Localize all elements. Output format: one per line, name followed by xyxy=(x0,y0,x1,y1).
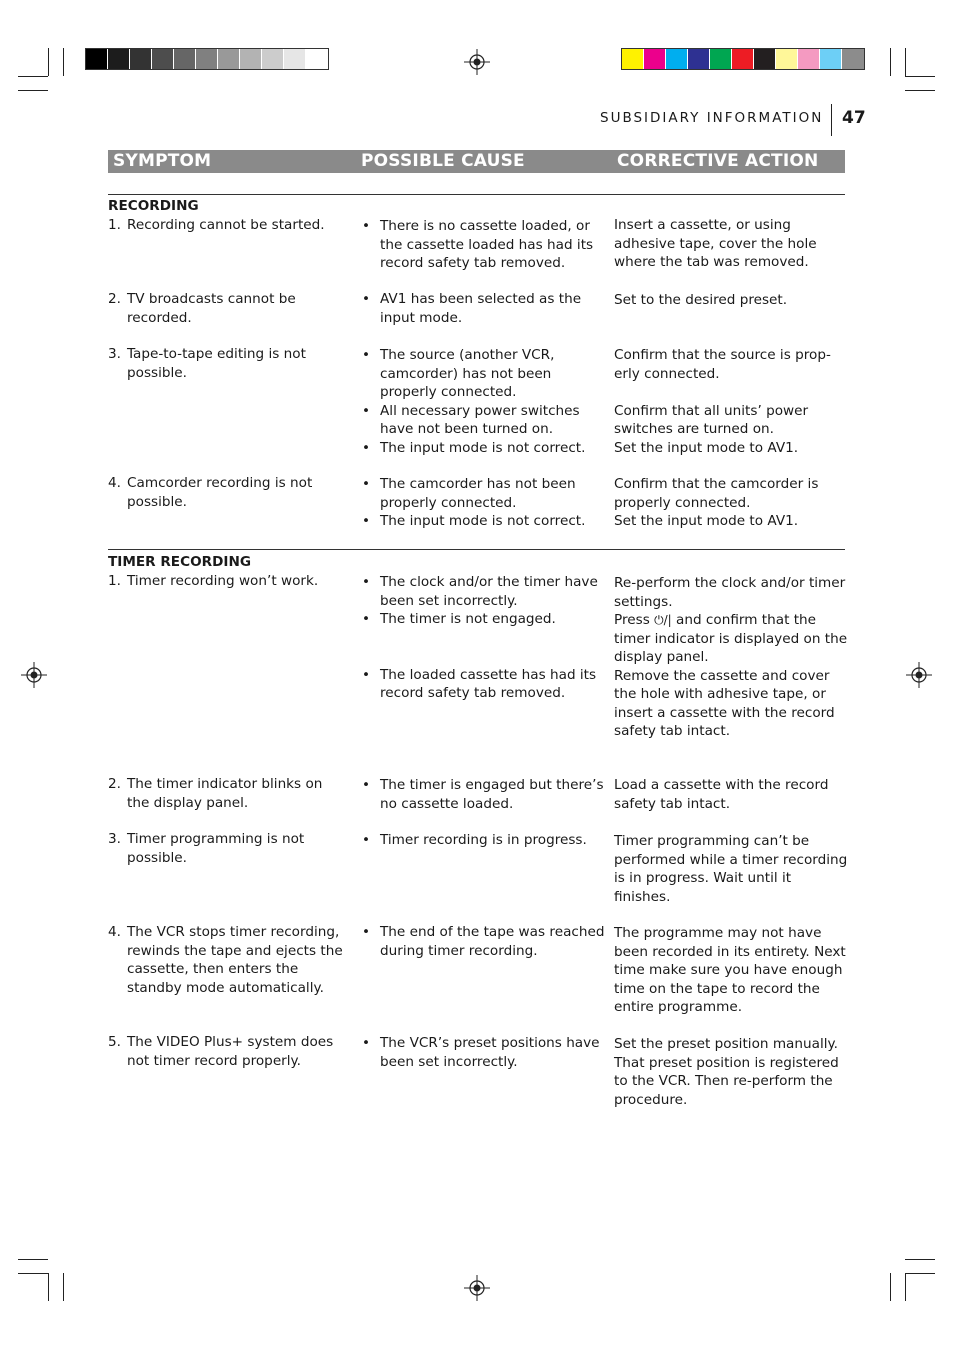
action-item xyxy=(614,611,849,667)
cause-cell xyxy=(362,923,607,960)
action-item: Load a cassette with the record safety tab intact. xyxy=(614,777,829,812)
crop-mark-bottom-right-h2 xyxy=(905,1259,935,1260)
gray-swatch xyxy=(218,49,240,69)
symptom-text: Camcorder recording is not possible. xyxy=(127,475,313,510)
action-item: Set to the desired preset. xyxy=(614,292,788,308)
gray-swatch xyxy=(108,49,130,69)
action-text-confirm: and confirm that the timer indicator is displayed on the display panel. xyxy=(614,612,848,665)
column-header-bar xyxy=(108,150,845,173)
symptom-text: Recording cannot be started. xyxy=(127,217,325,233)
symptom-text: Tape-to-tape editing is not possible. xyxy=(127,346,306,381)
symptom-cell xyxy=(108,1033,348,1070)
column-header-action: CORRECTIVE ACTION xyxy=(617,151,819,171)
gray-swatch xyxy=(240,49,262,69)
color-swatch xyxy=(820,49,842,69)
crop-mark-bottom-left-v xyxy=(48,1273,49,1301)
action-cell xyxy=(614,346,849,457)
cause-item: • The input mode is not correct. xyxy=(362,439,607,458)
section-rule xyxy=(108,194,845,195)
action-cell xyxy=(614,475,849,531)
cause-item: • The loaded cassette has had its record safety tab removed. xyxy=(362,666,607,703)
column-header-symptom: SYMPTOM xyxy=(113,151,212,171)
cause-item: • The end of the tape was reached during timer recording. xyxy=(362,923,607,960)
crop-mark-top-left-h2 xyxy=(18,90,48,91)
symptom-cell xyxy=(108,290,348,327)
symptom-cell xyxy=(108,923,348,997)
crop-mark-bottom-left-v2 xyxy=(63,1273,64,1301)
row-number: 2. xyxy=(108,776,121,792)
row-number: 4. xyxy=(108,924,121,940)
grayscale-calibration-bar xyxy=(85,48,329,70)
symptom-text: TV broadcasts cannot be recorded. xyxy=(127,291,296,326)
cause-cell xyxy=(362,1034,607,1071)
header-divider xyxy=(831,104,832,136)
symptom-cell xyxy=(108,572,348,591)
crop-mark-top-left-h xyxy=(18,76,48,77)
gray-swatch xyxy=(86,49,108,69)
symptom-text: The timer indicator blinks on the display panel. xyxy=(127,776,323,811)
section-rule xyxy=(108,549,845,550)
registration-target-icon xyxy=(464,49,490,75)
crop-mark-top-right-v xyxy=(905,48,906,76)
color-swatch xyxy=(666,49,688,69)
crop-mark-top-right-v2 xyxy=(890,48,891,76)
action-cell xyxy=(614,291,849,310)
color-swatch xyxy=(688,49,710,69)
row-number: 2. xyxy=(108,291,121,307)
cause-item: • Timer recording is in progress. xyxy=(362,831,607,850)
crop-mark-bottom-right-v2 xyxy=(890,1273,891,1301)
action-item: Set the input mode to AV1. xyxy=(614,439,799,456)
symptom-cell xyxy=(108,474,348,511)
crop-mark-top-left-v2 xyxy=(63,48,64,76)
action-item: Timer programming can’t be performed while a timer recording is in progress. Wait until it finishes. xyxy=(614,833,848,905)
action-item: Remove the cassette and cover the hole with adhesive tape, or insert a cassette with the record safety tab intact. xyxy=(614,667,835,739)
cause-item: • The timer is not engaged. xyxy=(362,610,607,629)
row-number: 5. xyxy=(108,1034,121,1050)
cause-item: • The camcorder has not been properly connected. xyxy=(362,475,607,512)
action-item: Set the input mode to AV1. xyxy=(614,513,799,529)
row-number: 1. xyxy=(108,217,121,233)
registration-target-icon xyxy=(21,662,47,688)
color-swatch xyxy=(622,49,644,69)
section-heading-timer-recording: TIMER RECORDING xyxy=(108,554,251,570)
symptom-cell xyxy=(108,830,348,867)
cause-cell xyxy=(362,217,607,273)
cause-item: • There is no cassette loaded, or the cassette loaded has had its record safety tab removed. xyxy=(362,217,607,273)
gray-swatch xyxy=(196,49,218,69)
row-number: 3. xyxy=(108,346,121,362)
color-swatch xyxy=(732,49,754,69)
color-swatch xyxy=(842,49,864,69)
cause-cell xyxy=(362,573,607,703)
section-title: SUBSIDIARY INFORMATION xyxy=(600,110,824,126)
crop-mark-bottom-right-v xyxy=(905,1273,906,1301)
cause-item: • The input mode is not correct. xyxy=(362,512,607,531)
cause-item: • All necessary power switches have not been turned on. xyxy=(362,402,607,439)
row-number: 3. xyxy=(108,831,121,847)
cause-item: • The clock and/or the timer have been set incorrectly. xyxy=(362,573,607,610)
crop-mark-bottom-right-h xyxy=(905,1273,935,1274)
gray-swatch xyxy=(174,49,196,69)
cause-cell xyxy=(362,475,607,531)
crop-mark-bottom-left-h2 xyxy=(18,1259,48,1260)
cause-cell xyxy=(362,290,607,327)
action-item: Insert a cassette, or using adhesive tape, cover the hole where the tab was removed. xyxy=(614,217,817,270)
action-item: Set the preset position manually. That preset position is registered to the VCR. Then re-perform the procedure. xyxy=(614,1036,839,1108)
symptom-text: Timer recording won’t work. xyxy=(127,573,319,589)
registration-target-icon xyxy=(464,1275,490,1301)
color-swatch xyxy=(754,49,776,69)
cause-cell xyxy=(362,776,607,813)
color-swatch xyxy=(776,49,798,69)
color-swatch xyxy=(710,49,732,69)
action-cell xyxy=(614,574,849,741)
action-cell xyxy=(614,776,849,813)
color-swatch xyxy=(798,49,820,69)
gray-swatch xyxy=(262,49,284,69)
symptom-text: The VIDEO Plus+ system does not timer record properly. xyxy=(127,1034,334,1069)
action-cell xyxy=(614,924,849,1017)
gray-swatch xyxy=(306,49,328,69)
crop-mark-top-right-h2 xyxy=(905,90,935,91)
action-cell xyxy=(614,832,849,906)
gray-swatch xyxy=(152,49,174,69)
cause-item: • The VCR’s preset positions have been set incorrectly. xyxy=(362,1034,607,1071)
action-cell xyxy=(614,1035,849,1109)
action-item: Confirm that the source is prop-erly connected. xyxy=(614,347,831,382)
cause-item: • The source (another VCR, camcorder) has not been properly connected. xyxy=(362,346,607,402)
cause-cell xyxy=(362,831,607,850)
symptom-cell xyxy=(108,775,348,812)
cause-item: • AV1 has been selected as the input mode. xyxy=(362,290,607,327)
action-text-press: Press xyxy=(614,612,650,628)
symptom-cell xyxy=(108,216,348,235)
crop-mark-top-right-h xyxy=(905,76,935,77)
page-number: 47 xyxy=(842,108,866,128)
crop-mark-top-left-v xyxy=(48,48,49,76)
symptom-text: Timer programming is not possible. xyxy=(127,831,305,866)
symptom-text: The VCR stops timer recording, rewinds the tape and ejects the cassette, then enters the standby mode automatically. xyxy=(127,924,343,996)
section-heading-recording: RECORDING xyxy=(108,198,199,214)
row-number: 4. xyxy=(108,475,121,491)
action-cell xyxy=(614,216,849,272)
symptom-cell xyxy=(108,345,348,382)
gray-swatch xyxy=(284,49,306,69)
cause-cell xyxy=(362,346,607,457)
color-swatch xyxy=(644,49,666,69)
cause-item: • The timer is engaged but there’s no cassette loaded. xyxy=(362,776,607,813)
action-item: The programme may not have been recorded in its entirety. Next time make sure you have enough time on the tape to record the entire programme. xyxy=(614,925,846,1015)
row-number: 1. xyxy=(108,573,121,589)
color-calibration-bar xyxy=(621,48,865,70)
action-item: Confirm that the camcorder is properly connected. xyxy=(614,476,819,511)
power-button-icon: ⏻/| xyxy=(654,613,672,627)
action-item: Confirm that all units’ power switches are turned on. xyxy=(614,402,809,437)
action-item: Re-perform the clock and/or timer settings. xyxy=(614,575,846,610)
column-header-cause: POSSIBLE CAUSE xyxy=(361,151,525,171)
registration-target-icon xyxy=(906,662,932,688)
crop-mark-bottom-left-h xyxy=(18,1273,48,1274)
gray-swatch xyxy=(130,49,152,69)
